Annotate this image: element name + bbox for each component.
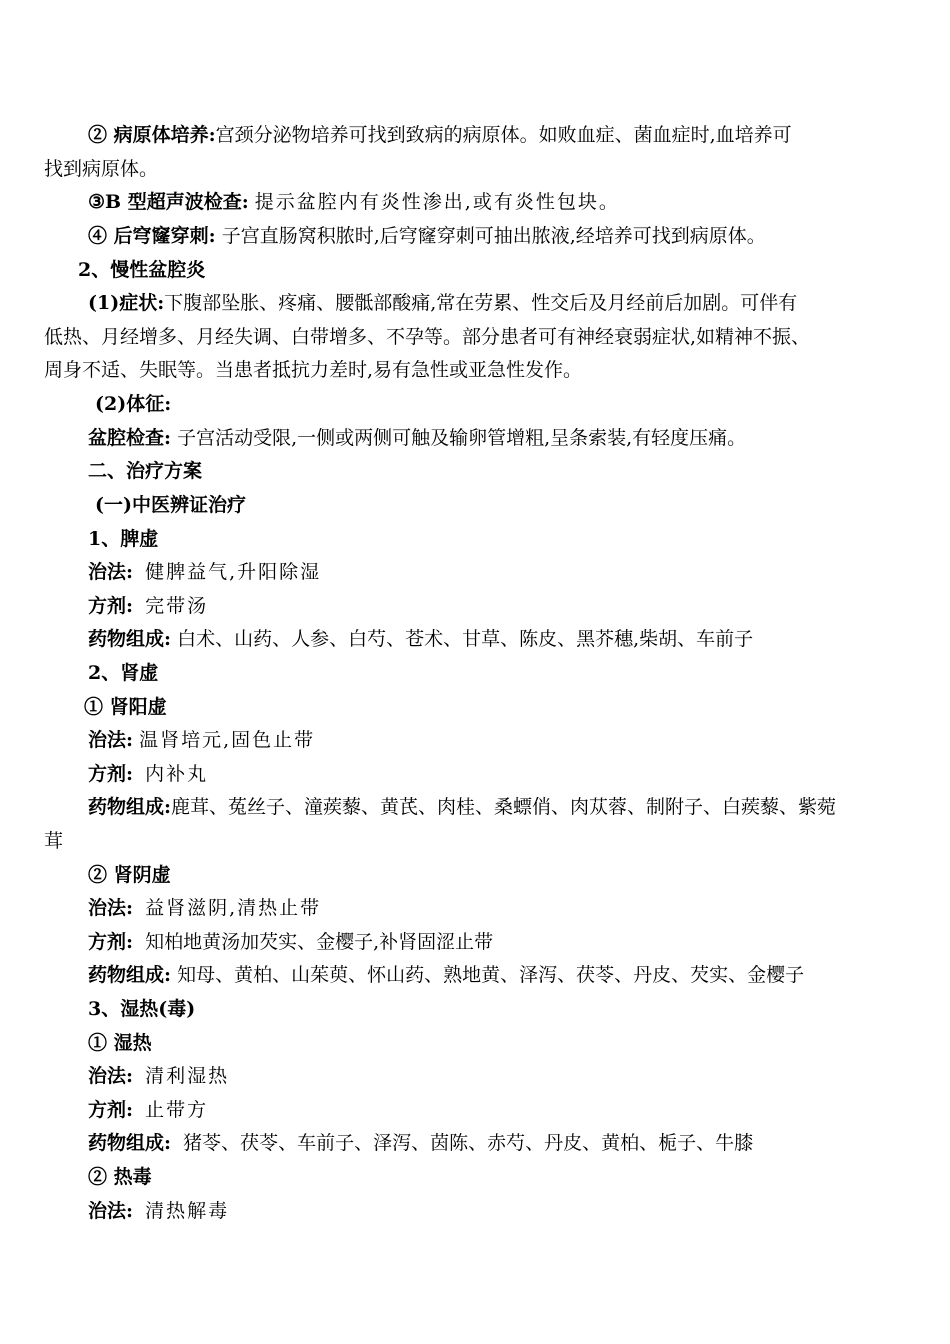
- spleen-heading: 1、脾虚: [88, 528, 159, 550]
- spleen-formula-label: 方剂:: [88, 595, 134, 617]
- pathogen-culture-line-2: 找到病原体。: [44, 158, 159, 180]
- pelvic-exam-text: 子宫活动受限,一侧或两侧可触及输卵管增粗,呈条索装,有轻度压痛。: [177, 427, 747, 449]
- heat-toxin-method-label: 治法:: [88, 1200, 134, 1222]
- symptoms-line-3: 周身不适、失眠等。当患者抵抗力差时,易有急性或亚急性发作。: [44, 359, 583, 381]
- culdocentesis-label: ④ 后穹窿穿刺:: [88, 225, 216, 247]
- kidney-yang-formula-label: 方剂:: [88, 763, 134, 785]
- spleen-drugs-line: [88, 626, 906, 652]
- kidney-yin-formula-line: [88, 929, 906, 955]
- signs-heading: (2)体征:: [95, 393, 172, 415]
- kidney-yang-heading: ① 肾阳虚: [84, 696, 167, 718]
- pelvic-exam-label: 盆腔检查:: [88, 427, 172, 449]
- kidney-yang-formula-line: [88, 761, 906, 787]
- kidney-yang-method-line: [88, 727, 906, 753]
- kidney-yang-drugs-line: [88, 794, 906, 820]
- heat-toxin-method: 清热解毒: [145, 1200, 230, 1222]
- spleen-formula-line: [88, 593, 906, 619]
- kidney-yang-drugs-label: 药物组成:: [88, 796, 172, 818]
- spleen-formula: 完带汤: [145, 595, 209, 617]
- damp-heat-method: 清利湿热: [145, 1065, 230, 1087]
- treatment-heading: 二、治疗方案: [88, 460, 203, 482]
- pathogen-culture-label: ② 病原体培养:: [88, 124, 216, 146]
- spleen-drugs-label: 药物组成:: [88, 628, 172, 650]
- damp-heat-method-label: 治法:: [88, 1065, 134, 1087]
- tcm-heading: (一)中医辨证治疗: [95, 494, 246, 516]
- kidney-yang-method-label: 治法:: [88, 729, 134, 751]
- spleen-drugs: 白术、山药、人参、白芍、苍术、甘草、陈皮、黑芥穗,柴胡、车前子: [177, 628, 754, 650]
- kidney-yang-method: 温肾培元,固色止带: [139, 729, 316, 751]
- damp-heat-drugs-line: [88, 1130, 906, 1156]
- culdocentesis-text: 子宫直肠窝积脓时,后穹窿穿刺可抽出脓液,经培养可找到病原体。: [221, 225, 766, 247]
- kidney-yin-formula: 知柏地黄汤加芡实、金樱子,补肾固涩止带: [145, 931, 494, 953]
- damp-heat-formula-label: 方剂:: [88, 1099, 134, 1121]
- symptoms-label: (1)症状:: [88, 292, 165, 314]
- kidney-yin-formula-label: 方剂:: [88, 931, 134, 953]
- kidney-yin-drugs-line: [88, 962, 906, 988]
- kidney-heading: 2、肾虚: [88, 662, 159, 684]
- spleen-method-label: 治法:: [88, 561, 134, 583]
- symptoms-line-1: [88, 290, 906, 316]
- spleen-method-line: [88, 559, 906, 585]
- kidney-yang-drugs: 鹿茸、菟丝子、潼蒺藜、黄芪、肉桂、桑螵俏、肉苁蓉、制附子、白蒺藜、紫菀: [171, 796, 837, 818]
- kidney-yin-method: 益肾滋阴,清热止带: [145, 897, 322, 919]
- b-ultrasound-text: 提示盆腔内有炎性渗出,或有炎性包块。: [254, 191, 620, 213]
- damp-heat-formula: 止带方: [145, 1099, 209, 1121]
- kidney-yin-method-label: 治法:: [88, 897, 134, 919]
- kidney-yin-drugs-label: 药物组成:: [88, 964, 172, 986]
- damp-heat-drugs: 猪苓、茯苓、车前子、泽泻、茵陈、赤芍、丹皮、黄柏、栀子、牛膝: [183, 1132, 754, 1154]
- kidney-yang-drugs-line-2: 茸: [44, 830, 64, 852]
- heat-toxin-heading: ② 热毒: [88, 1166, 152, 1188]
- damp-heat-method-line: [88, 1063, 906, 1089]
- symptoms-line-2: 低热、月经增多、月经失调、白带增多、不孕等。部分患者可有神经衰弱症状,如精神不振、: [44, 326, 811, 348]
- chronic-pid-heading: 2、慢性盆腔炎: [78, 259, 206, 281]
- b-ultrasound-label: ③B 型超声波检查:: [88, 191, 249, 213]
- symptoms-text-1: 下腹部坠胀、疼痛、腰骶部酸痛,常在劳累、性交后及月经前后加剧。可伴有: [164, 292, 798, 314]
- culdocentesis-line: [88, 223, 906, 249]
- heat-toxin-method-line: [88, 1198, 906, 1224]
- kidney-yin-heading: ② 肾阴虚: [88, 864, 171, 886]
- damp-heat-drugs-label: 药物组成:: [88, 1132, 172, 1154]
- kidney-yin-drugs: 知母、黄柏、山茱萸、怀山药、熟地黄、泽泻、茯苓、丹皮、芡实、金樱子: [177, 964, 805, 986]
- pelvic-exam-line: [88, 425, 906, 451]
- pathogen-culture-text: 宫颈分泌物培养可找到致病的病原体。如败血症、菌血症时,血培养可: [215, 124, 792, 146]
- damp-heat-formula-line: [88, 1097, 906, 1123]
- b-ultrasound-line: [88, 189, 906, 215]
- spleen-method: 健脾益气,升阳除湿: [145, 561, 322, 583]
- pathogen-culture-line: [88, 122, 906, 148]
- damp-heat-sub-heading: ① 湿热: [88, 1032, 152, 1054]
- kidney-yang-formula: 内补丸: [145, 763, 209, 785]
- kidney-yin-method-line: [88, 895, 906, 921]
- damp-heat-heading: 3、湿热(毒): [88, 998, 196, 1020]
